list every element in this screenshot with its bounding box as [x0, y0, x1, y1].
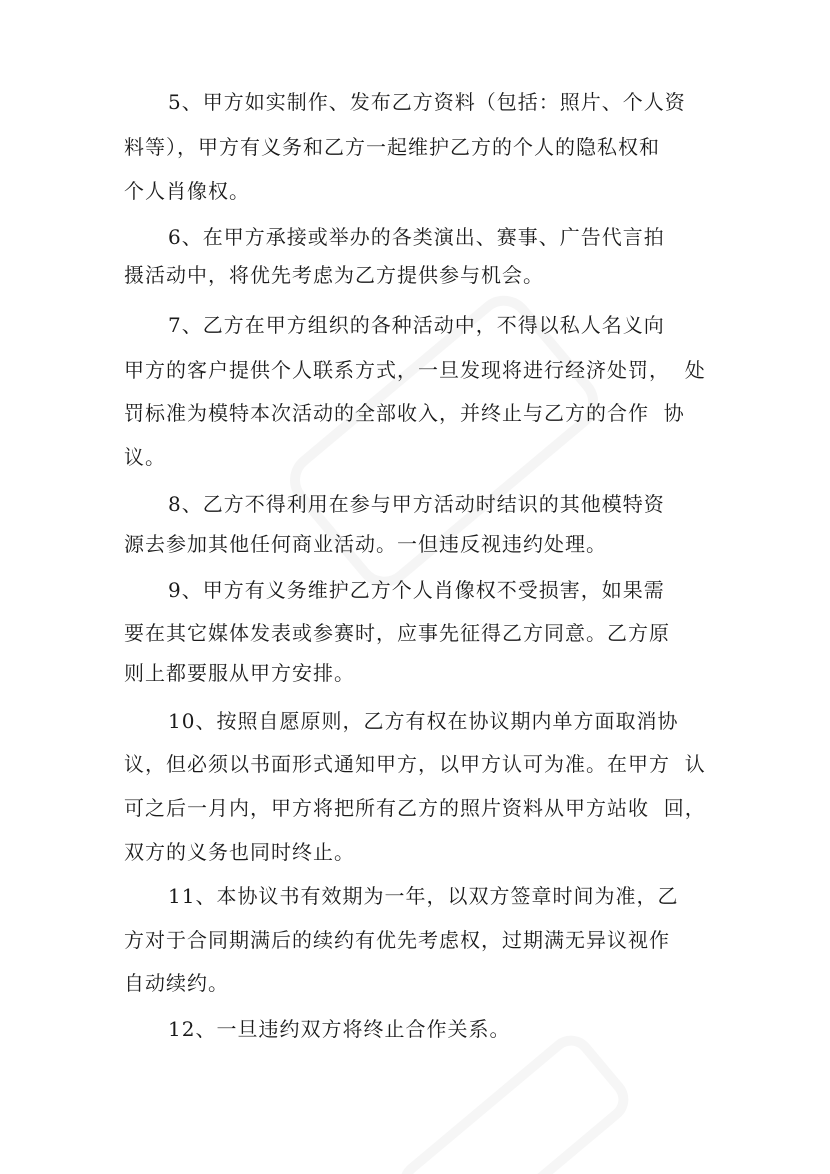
clause-8-line-2: 源去参加其他任何商业活动。一但违反视违约处理。	[124, 532, 607, 556]
clause-10-line-4: 双方的义务也同时终止。	[124, 840, 355, 864]
clause-5-line-3: 个人肖像权。	[124, 179, 250, 203]
clause-8-line-1: 8、乙方不得利用在参与甲方活动时结识的其他模特资	[168, 492, 665, 516]
clause-5-line-1: 5、甲方如实制作、发布乙方资料（包括：照片、个人资	[168, 90, 686, 114]
clause-10-line-2: 议，但必须以书面形式通知甲方，以甲方认可为准。在甲方 认	[124, 752, 706, 776]
clause-5-line-2: 料等），甲方有义务和乙方一起维护乙方的个人的隐私权和	[124, 135, 660, 159]
clause-7-line-2: 甲方的客户提供个人联系方式，一旦发现将进行经济处罚， 处	[124, 358, 706, 382]
clause-11-line-1: 11、本协议书有效期为一年，以双方签章时间为准，乙	[168, 884, 679, 908]
clause-10-line-3: 可之后一月内，甲方将把所有乙方的照片资料从甲方站收 回，	[124, 796, 706, 820]
clause-12-line-1: 12、一旦违约双方将终止合作关系。	[168, 1017, 511, 1041]
clause-9-line-3: 则上都要服从甲方安排。	[124, 661, 355, 685]
clause-6-line-1: 6、在甲方承接或举办的各类演出、赛事、广告代言拍	[168, 225, 665, 249]
clause-7-line-3: 罚标准为模特本次活动的全部收入，并终止与乙方的合作 协	[124, 401, 685, 425]
clause-11-line-3: 自动续约。	[124, 971, 229, 995]
clause-11-line-2: 方对于合同期满后的续约有优先考虑权，过期满无异议视作	[124, 928, 670, 952]
clause-9-line-2: 要在其它媒体发表或参赛时，应事先征得乙方同意。乙方原	[124, 621, 670, 645]
clause-10-line-1: 10、按照自愿原则，乙方有权在协议期内单方面取消协	[168, 709, 679, 733]
clause-7-line-4: 议。	[124, 445, 166, 469]
clause-7-line-1: 7、乙方在甲方组织的各种活动中，不得以私人名义向	[168, 313, 665, 337]
clause-6-line-2: 摄活动中，将优先考虑为乙方提供参与机会。	[124, 263, 544, 287]
clause-9-line-1: 9、甲方有义务维护乙方个人肖像权不受损害，如果需	[168, 578, 665, 602]
